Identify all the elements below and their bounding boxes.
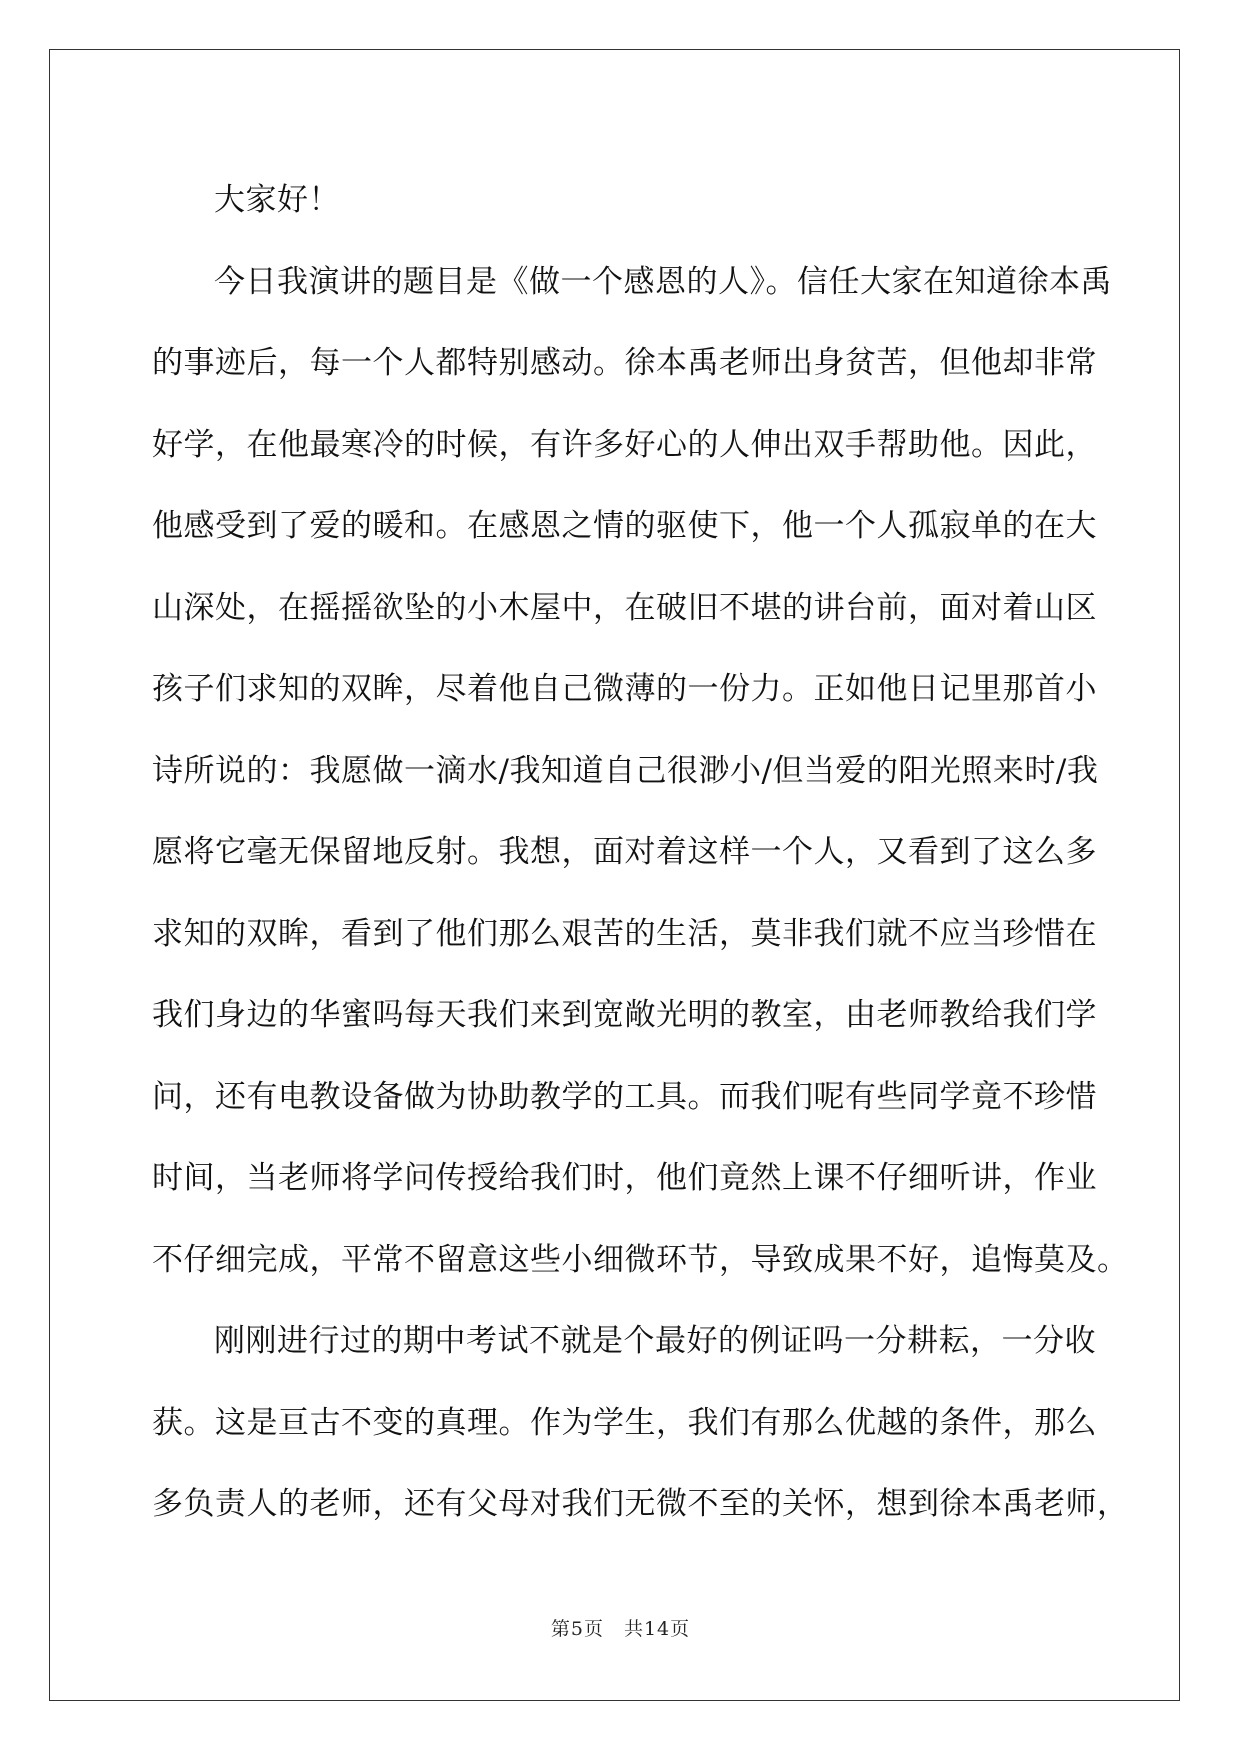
text-line: 今日我演讲的题目是《做一个感恩的人》。信任大家在知道徐本禹 — [214, 263, 1112, 300]
text-line: 时间，当老师将学问传授给我们时，他们竟然上课不仔细听讲，作业 — [152, 1160, 1097, 1196]
text-line: 愿将它毫无保留地反射。我想，面对着这样一个人，又看到了这么多 — [152, 834, 1097, 870]
text-line: 诗所说的：我愿做一滴水/我知道自己很渺小/但当爱的阳光照来时/我 — [152, 752, 1099, 789]
text-line: 他感受到了爱的暖和。在感恩之情的驱使下，他一个人孤寂单的在大 — [152, 508, 1097, 544]
text-line: 问，还有电教设备做为协助教学的工具。而我们呢有些同学竟不珍惜 — [152, 1078, 1097, 1115]
text-line: 山深处，在摇摇欲坠的小木屋中，在破旧不堪的讲台前，面对着山区 — [152, 589, 1097, 626]
page-footer — [0, 1614, 1241, 1641]
text-line: 的事迹后，每一个人都特别感动。徐本禹老师出身贫苦，但他却非常 — [152, 345, 1097, 381]
page-number-total: 共14页 — [623, 1618, 691, 1640]
text-line: 不仔细完成，平常不留意这些小细微环节，导致成果不好，追悔莫及。 — [152, 1241, 1129, 1278]
text-line: 多负责人的老师，还有父母对我们无微不至的关怀，想到徐本禹老师， — [152, 1486, 1129, 1522]
text-line: 大家好！ — [214, 182, 340, 218]
text-line: 我们身边的华蜜吗每天我们来到宽敞光明的教室，由老师教给我们学 — [152, 997, 1097, 1033]
text-line: 获。这是亘古不变的真理。作为学生，我们有那么优越的条件，那么 — [152, 1404, 1097, 1441]
text-line: 求知的双眸，看到了他们那么艰苦的生活，莫非我们就不应当珍惜在 — [152, 915, 1097, 952]
text-line: 刚刚进行过的期中考试不就是个最好的例证吗一分耕耘，一分收 — [214, 1323, 1096, 1359]
page-number-current: 第5页 — [550, 1618, 604, 1640]
document-body — [152, 160, 1129, 1546]
text-line: 孩子们求知的双眸，尽着他自己微薄的一份力。正如他日记里那首小 — [152, 671, 1097, 707]
text-line: 好学，在他最寒冷的时候，有许多好心的人伸出双手帮助他。因此， — [152, 426, 1097, 463]
